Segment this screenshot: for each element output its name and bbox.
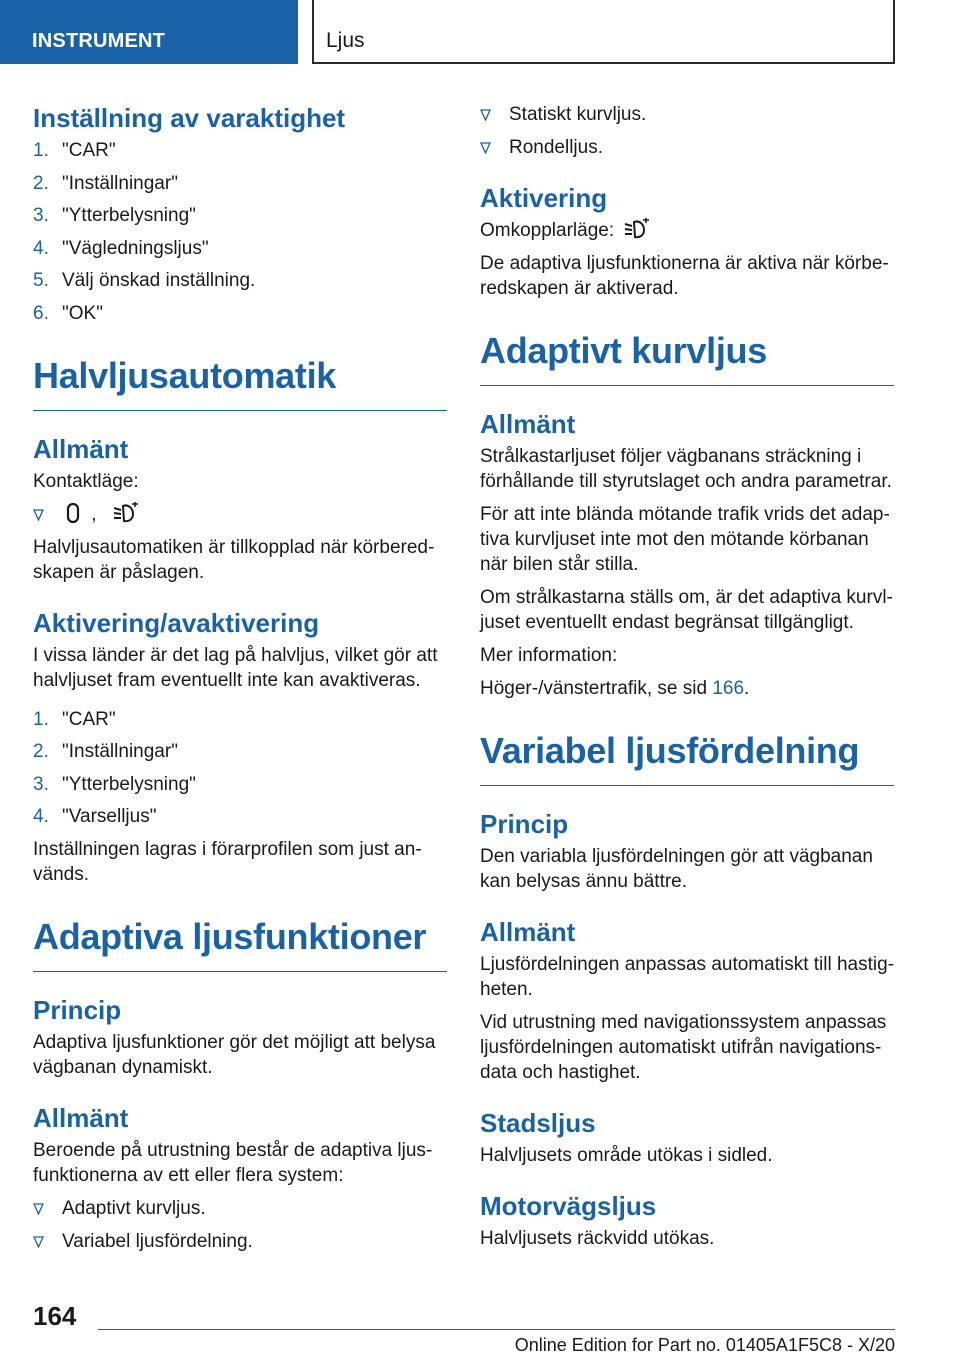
page-link[interactable]: 166 [712, 677, 745, 699]
adaptive-title: Adaptiva ljusfunktioner [33, 917, 447, 972]
list-item: 1. "CAR" [33, 140, 116, 161]
curve-paragraph-3: Om strålkastarna ställs om, är det adaptiva kurvljuset eventuellt endast begränsat tillgängligt. [480, 586, 893, 633]
general-heading: Allmänt [33, 1103, 129, 1133]
page-reference: Höger-/vänstertrafik, se sid 166. [480, 677, 750, 699]
curve-general-heading: Allmänt [480, 408, 576, 439]
systems-list-cont [480, 102, 894, 160]
principle-text: Adaptiva ljusfunktioner gör det möjligt att belysa vägbanan dynamiskt. [33, 1032, 436, 1078]
list-item: 3. "Ytterbelysning" [33, 773, 196, 795]
page-header [0, 0, 960, 68]
var-general-paragraph-2: Vid utrustning med navigationssystem anpassas ljusfördelningen automatiskt utifrån navigationsdata och hastighet. [480, 1011, 887, 1083]
activation-note: Inställningen lagras i förarprofilen som just används. [33, 839, 422, 885]
var-principle-text: Den variabla ljusfördelningen gör att vägbanan kan belysas ännu bättre. [480, 845, 873, 892]
principle-heading: Princip [33, 995, 122, 1025]
var-general-heading: Allmänt [480, 916, 576, 947]
activation-heading: Aktivering [480, 182, 608, 213]
more-info: Mer information: [480, 644, 618, 666]
ignition-off-icon [66, 502, 80, 524]
page-number: 164 [33, 1301, 77, 1331]
list-item: 4. "Varselljus" [33, 806, 157, 827]
curve-paragraph-1: Strålkastarljuset följer vägbanans sträckning i förhållande till styrutslaget och andra parametrar. [480, 445, 892, 492]
activation-text: De adaptiva ljusfunktionerna är aktiva när körberedskapen är aktiverad. [480, 252, 889, 299]
chapter-tab: Ljus [312, 0, 895, 64]
list-item: Statiskt kurvljus. [480, 102, 894, 127]
right-column [480, 102, 894, 1259]
footer-divider [98, 1329, 895, 1330]
highway-text: Halvljusets räckvidd utökas. [480, 1227, 715, 1249]
section-tab: INSTRUMENT [0, 0, 298, 64]
auto-title: Halvljusautomatik [33, 356, 447, 411]
var-principle-heading: Princip [480, 808, 569, 839]
city-heading: Stadsljus [480, 1107, 596, 1138]
edition-text: Online Edition for Part no. 01405A1F5C8 - X/20 [514, 1335, 895, 1355]
list-item: 1. "CAR" [33, 708, 116, 730]
duration-steps [33, 138, 447, 326]
contact-list [33, 502, 447, 527]
activation-heading: Aktivering/avaktivering [33, 607, 320, 638]
triangle-bullet-icon [33, 1203, 44, 1215]
duration-heading: Inställning av varaktighet [33, 103, 346, 133]
curve-title: Adaptivt kurvljus [480, 331, 894, 386]
list-item: Variabel ljusfördelning. [33, 1229, 447, 1254]
activation-text: I vissa länder är det lag på halvljus, vilket gör att halvljuset fram eventuellt inte kan avaktiveras. [33, 644, 438, 691]
contact-label: Kontaktläge: [33, 470, 139, 492]
list-item: 2. "Inställningar" [33, 172, 178, 194]
list-item: 6. "OK" [33, 302, 103, 324]
switch-label-row: Omkopplarläge: [480, 218, 894, 243]
curve-paragraph-2: För att inte blända mötande trafik vrids det adaptiva kurvljuset inte mot den mötande körbanan när bilen står stilla. [480, 503, 890, 575]
list-item: 4. "Vägledningsljus" [33, 237, 209, 259]
triangle-bullet-icon [480, 142, 491, 154]
systems-list [33, 1196, 447, 1254]
low-beam-auto-icon [112, 502, 140, 524]
var-general-paragraph-1: Ljusfördelningen anpassas automatiskt till hastigheten. [480, 953, 895, 1000]
list-item: , [33, 502, 447, 527]
low-beam-auto-icon [623, 218, 651, 240]
variable-title: Variabel ljusfördelning [480, 731, 894, 786]
auto-general-text: Halvljusautomatiken är tillkopplad när körberedskapen är påslagen. [33, 536, 435, 583]
triangle-bullet-icon [33, 1236, 44, 1248]
auto-general-heading: Allmänt [33, 433, 129, 464]
list-item: 2. "Inställningar" [33, 741, 178, 762]
list-item: Rondelljus. [480, 135, 894, 160]
list-item: 5. Välj önskad inställning. [33, 270, 256, 291]
activation-steps [33, 707, 447, 830]
triangle-bullet-icon [480, 109, 491, 121]
list-item: 3. "Ytterbelysning" [33, 205, 196, 226]
list-item: Adaptivt kurvljus. [33, 1196, 447, 1221]
city-text: Halvljusets område utökas i sidled. [480, 1144, 773, 1166]
highway-heading: Motorvägsljus [480, 1190, 657, 1221]
left-column [33, 102, 447, 1262]
triangle-bullet-icon [33, 509, 44, 521]
general-text: Beroende på utrustning består de adaptiva ljusfunktionerna av ett eller flera system: [33, 1140, 433, 1186]
